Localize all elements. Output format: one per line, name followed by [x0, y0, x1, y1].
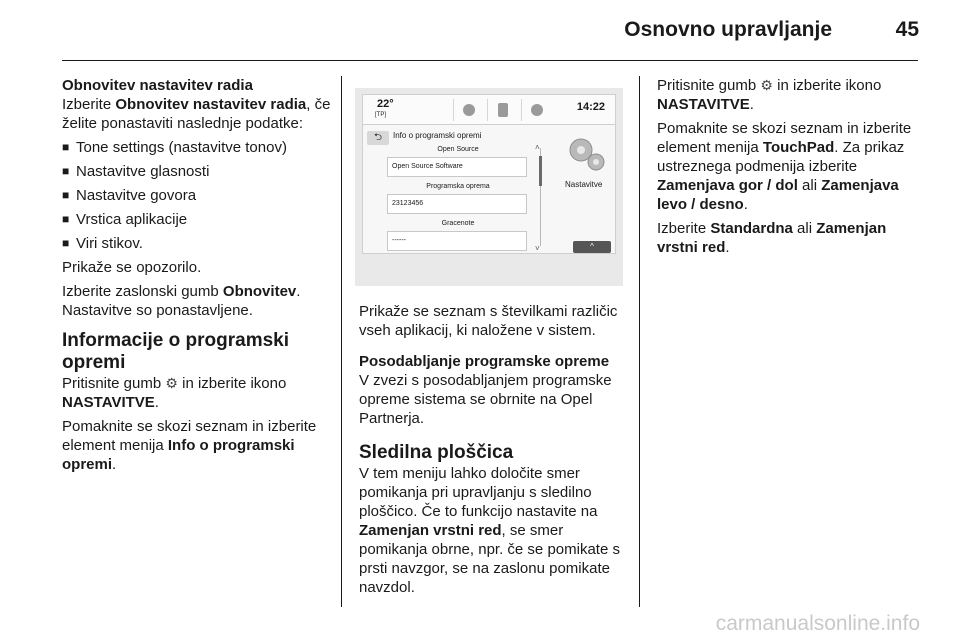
tp-indicator: [TP] [375, 112, 387, 118]
bold-term: Standardna [710, 220, 793, 237]
paragraph-touchpad [359, 464, 627, 597]
list-item[interactable]: Open Source Software [387, 157, 527, 177]
list-item [62, 234, 332, 253]
paragraph-press-button [62, 374, 332, 412]
infotainment-screenshot [355, 88, 623, 286]
text: . Nastavitve so ponastavljene. [62, 283, 301, 319]
tab-phone[interactable] [487, 99, 517, 121]
text: Izberite [657, 220, 711, 237]
paragraph-radio-reset [62, 95, 332, 133]
text: , se smer pomikanja obrne, npr. če se pomikate s prsti navzgor, se na zaslonu pomikate navzdol. [359, 522, 620, 596]
settings-gear-icon: ⚙ [760, 77, 773, 93]
bold-term: TouchPad [762, 139, 835, 156]
text: . [112, 456, 117, 473]
group-header: Programska oprema [426, 183, 490, 190]
text: Pomaknite se skozi seznam in izberite element menija [62, 418, 317, 454]
text: in izberite ikono [772, 77, 882, 94]
bullet-icon: ■ [62, 140, 70, 154]
text: . [749, 96, 754, 113]
text: Izberite [62, 96, 116, 113]
scroll-down-icon[interactable]: ˅ [535, 244, 540, 253]
heading-radio-reset: Obnovitev nastavitev radia [62, 77, 253, 94]
settings-gears-icon[interactable] [563, 132, 609, 176]
list-title: Info o programski opremi [393, 131, 482, 140]
bullet-icon: ■ [62, 164, 70, 178]
text: . [725, 239, 730, 256]
bold-term: Obnovitev [222, 283, 297, 300]
page-number: 45 [895, 18, 919, 41]
scroll-up-icon[interactable]: ˄ [535, 143, 540, 152]
bullet-list [62, 138, 332, 253]
header-divider [62, 60, 918, 61]
column-right [657, 76, 927, 262]
chapter-title: Osnovno upravljanje [624, 18, 832, 41]
paragraph-scroll-list [62, 417, 332, 474]
scrollbar-thumb[interactable] [539, 156, 542, 186]
paragraph-warning: Prikaže se opozorilo. [62, 259, 202, 276]
navigation-icon [463, 104, 475, 116]
tab-navigation[interactable] [453, 99, 483, 121]
text: . Za prikaz ustreznega podmenija izberite [657, 139, 905, 175]
list-item-text: Vrstica aplikacije [76, 211, 188, 228]
heading-software-update: Posodabljanje programske opreme [359, 353, 610, 370]
display-screen [362, 94, 616, 254]
list-item [62, 186, 332, 205]
tab-apps[interactable] [521, 99, 551, 121]
text: . [154, 394, 159, 411]
list-item-text: Tone settings (nastavitve tonov) [76, 139, 287, 156]
paragraph-touchpad-menu [657, 119, 927, 214]
bullet-icon: ■ [62, 236, 70, 250]
column-divider [639, 76, 640, 607]
text: Izberite zaslonski gumb [62, 283, 223, 300]
bold-term: Info o programski opremi [62, 437, 295, 473]
back-button[interactable]: ⮌ [367, 131, 389, 145]
list-item-text: Viri stikov. [76, 235, 143, 252]
list-item [62, 162, 332, 181]
software-info-list [363, 126, 616, 254]
group-header: Gracenote [441, 220, 475, 227]
paragraph-reset-button [62, 282, 332, 320]
status-bar [363, 95, 616, 125]
text: ali [792, 220, 817, 237]
group-header: Open Source [437, 146, 479, 153]
text: in izberite ikono [177, 375, 287, 392]
bold-term: Zamenjava gor / dol [657, 177, 798, 194]
paragraph-version-list: Prikaže se seznam s številkami različic vseh aplikacij, ki naložene v sistem. [359, 303, 618, 339]
column-divider [341, 76, 342, 607]
collapse-button[interactable]: ^ [573, 241, 611, 253]
column-left [62, 76, 332, 479]
list-item-text: Nastavitve govora [76, 187, 197, 204]
text: Pritisnite gumb [62, 375, 166, 392]
watermark: carmanualsonline.info [715, 612, 920, 635]
text: . [743, 196, 748, 213]
bullet-icon: ■ [62, 188, 70, 202]
text: , če želite ponastaviti naslednje podatke: [62, 96, 331, 132]
paragraph-software-update: V zvezi s posodabljanjem programske opreme sistema se obrnite na Opel Partnerja. [359, 372, 612, 427]
bold-term: Obnovitev nastavitev radia [115, 96, 307, 113]
paragraph-select-order [657, 219, 927, 257]
paragraph-press-button [657, 76, 927, 114]
settings-label: Nastavitve [565, 180, 603, 189]
section-heading-software-info: Informacije o programski opremi [62, 330, 290, 373]
text: ali [797, 177, 822, 194]
clock: 14:22 [576, 101, 605, 113]
text: Pomaknite se skozi seznam in izberite element menija [657, 120, 912, 156]
column-middle [359, 302, 627, 602]
list-item[interactable]: ------ [387, 231, 527, 251]
bold-term: Zamenjava levo / desno [657, 177, 899, 213]
bullet-icon: ■ [62, 212, 70, 226]
apps-icon [531, 104, 543, 116]
bold-term: Zamenjan vrstni red [657, 220, 887, 256]
list-item[interactable]: 23123456 [387, 194, 527, 214]
settings-gear-icon: ⚙ [165, 375, 178, 391]
phone-icon [498, 103, 508, 117]
bold-term: NASTAVITVE [657, 96, 750, 113]
list-item [62, 138, 332, 157]
text: Pritisnite gumb [657, 77, 761, 94]
list-item [62, 210, 332, 229]
section-heading-touchpad: Sledilna ploščica [359, 442, 514, 463]
list-item-text: Nastavitve glasnosti [76, 163, 210, 180]
bold-term: Zamenjan vrstni red [359, 522, 502, 539]
temperature: 22° [377, 98, 394, 110]
bold-term: NASTAVITVE [62, 394, 155, 411]
text: V tem meniju lahko določite smer pomikanja pri upravljanju s sledilno ploščico. Če to funkcijo nastavite na [359, 465, 598, 520]
